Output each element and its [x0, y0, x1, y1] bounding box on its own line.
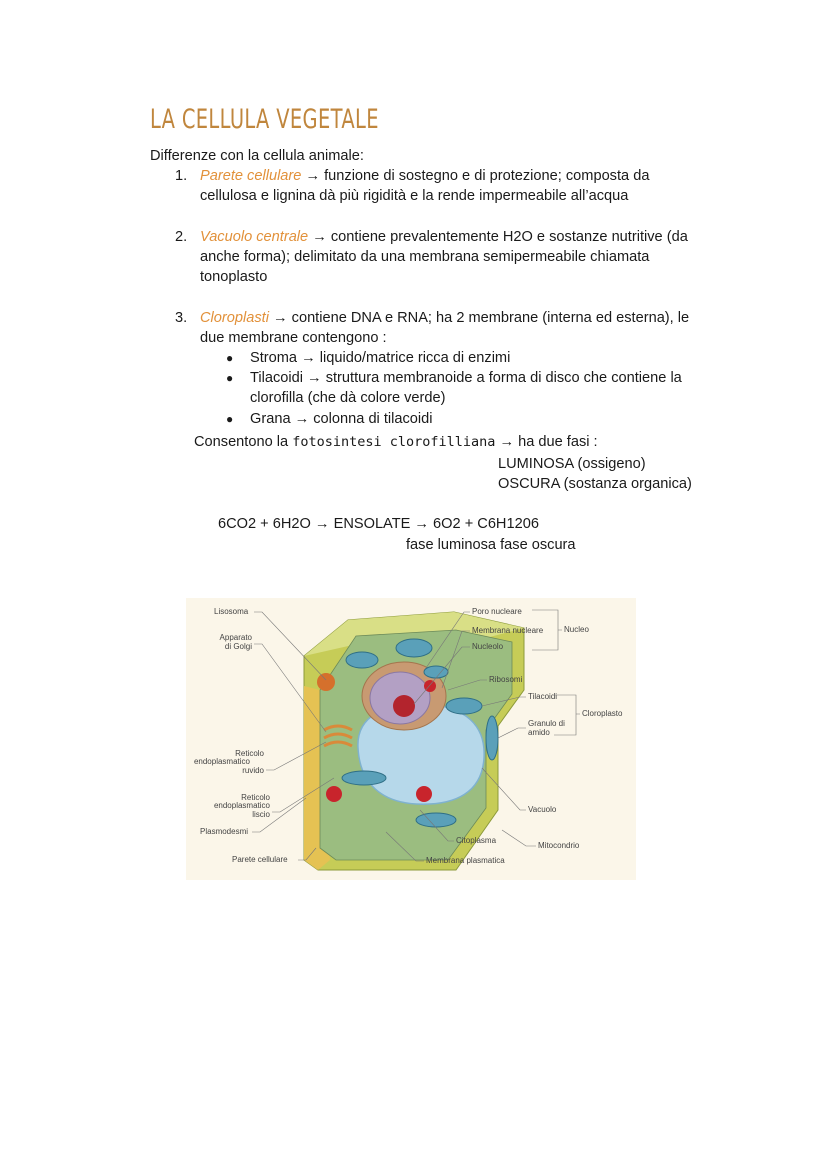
label-tilacoidi: Tilacoidi [528, 692, 558, 701]
chloroplast-shape [346, 652, 378, 668]
photosynthesis-prefix: Consentono la [194, 434, 293, 450]
label-membrana-nucleare: Membrana nucleare [472, 626, 544, 635]
label-rer-2: endoplasmatico [193, 757, 250, 766]
item-text: anche forma); delimitato da una membrana semipermeabile chiamata [200, 249, 650, 265]
bullet-text: Stroma → liquido/matrice ricca di enzimi [250, 350, 511, 366]
item-term: Vacuolo centrale [200, 229, 309, 245]
label-ribosomi: Ribosomi [489, 675, 523, 684]
label-nucleolo: Nucleolo [472, 642, 504, 651]
label-nucleo: Nucleo [564, 625, 589, 634]
label-ser-2: endoplasmatico [213, 801, 270, 810]
item-text: → contiene prevalentemente H2O e sostanze nutritive (da [308, 229, 688, 245]
organelle-dot [326, 786, 342, 802]
label-ser-3: liscio [252, 810, 270, 819]
item-line [200, 166, 649, 186]
lysosome-shape [317, 673, 335, 691]
label-golgi: di Golgi [224, 642, 252, 651]
label-membrana-plasmatica: Membrana plasmatica [426, 856, 505, 865]
item-number: 3. [175, 310, 188, 326]
item-text: tonoplasto [200, 269, 268, 285]
chloroplast-shape [342, 771, 386, 785]
label-poro: Poro nucleare [472, 607, 522, 616]
chloroplast-shape [446, 698, 482, 714]
page-title: LA CELLULA VEGETALE [150, 104, 379, 135]
label-rer-3: ruvido [242, 766, 264, 775]
label-mitocondrio: Mitocondrio [538, 841, 580, 850]
photosynthesis-term: fotosintesi clorofilliana [292, 434, 496, 450]
chloroplast-shape [396, 639, 432, 657]
item-line [200, 227, 688, 247]
label-ser-1: Reticolo [241, 793, 270, 802]
equation-formula: 6CO2 + 6H2O → ENSOLATE → 6O2 + C6H1206 [218, 516, 539, 532]
bullet-text: clorofilla (che dà colore verde) [250, 390, 446, 406]
phase-oscura: OSCURA (sostanza organica) [498, 476, 692, 492]
label-granulo-2: amido [528, 728, 550, 737]
item-text: due membrane contengono : [200, 330, 387, 346]
label-vacuolo: Vacuolo [528, 805, 557, 814]
bullet-dot: ● [226, 351, 234, 365]
chloroplast-shape [486, 716, 498, 760]
item-term: Parete cellulare [200, 168, 302, 184]
label-granulo-1: Granulo di [528, 719, 565, 728]
plant-cell-diagram [186, 598, 636, 880]
nucleolus-shape [393, 695, 415, 717]
organelle-dot [416, 786, 432, 802]
leader-line [498, 728, 526, 738]
plant-cell-illustration [186, 598, 636, 880]
label-parete: Parete cellulare [232, 855, 288, 864]
item-text: → funzione di sostegno e di protezione; composta da [301, 168, 650, 184]
intro-text: Differenze con la cellula animale: [150, 148, 364, 164]
label-plasmodesmi: Plasmodesmi [200, 827, 249, 836]
item-line [200, 308, 689, 328]
label-apparato: Apparato [219, 633, 252, 642]
item-text: → contiene DNA e RNA; ha 2 membrane (interna ed esterna), le [268, 310, 690, 326]
item-term: Cloroplasti [200, 310, 269, 326]
label-cloroplasto: Cloroplasto [582, 709, 623, 718]
leader-line [502, 830, 536, 846]
photosynthesis-suffix: → ha due fasi : [495, 434, 598, 450]
item-number: 2. [175, 229, 188, 245]
chloroplast-shape [416, 813, 456, 827]
bullet-text: Grana → colonna di tilacoidi [250, 411, 433, 427]
label-citoplasma: Citoplasma [456, 836, 497, 845]
equation-caption: fase luminosa fase oscura [406, 537, 576, 553]
bullet-text: Tilacoidi → struttura membranoide a forma di disco che contiene la [250, 370, 682, 386]
label-rer-1: Reticolo [235, 749, 264, 758]
item-number: 1. [175, 168, 188, 184]
bullet-dot: ● [226, 371, 234, 385]
label-lisosoma: Lisosoma [214, 607, 249, 616]
cloroplasto-bracket [554, 695, 580, 735]
item-text: cellulosa e lignina dà più rigidità e la rende impermeabile all’acqua [200, 188, 629, 204]
bullet-dot: ● [226, 412, 234, 426]
phase-luminosa: LUMINOSA (ossigeno) [498, 456, 646, 472]
photosynthesis-line [194, 432, 598, 452]
